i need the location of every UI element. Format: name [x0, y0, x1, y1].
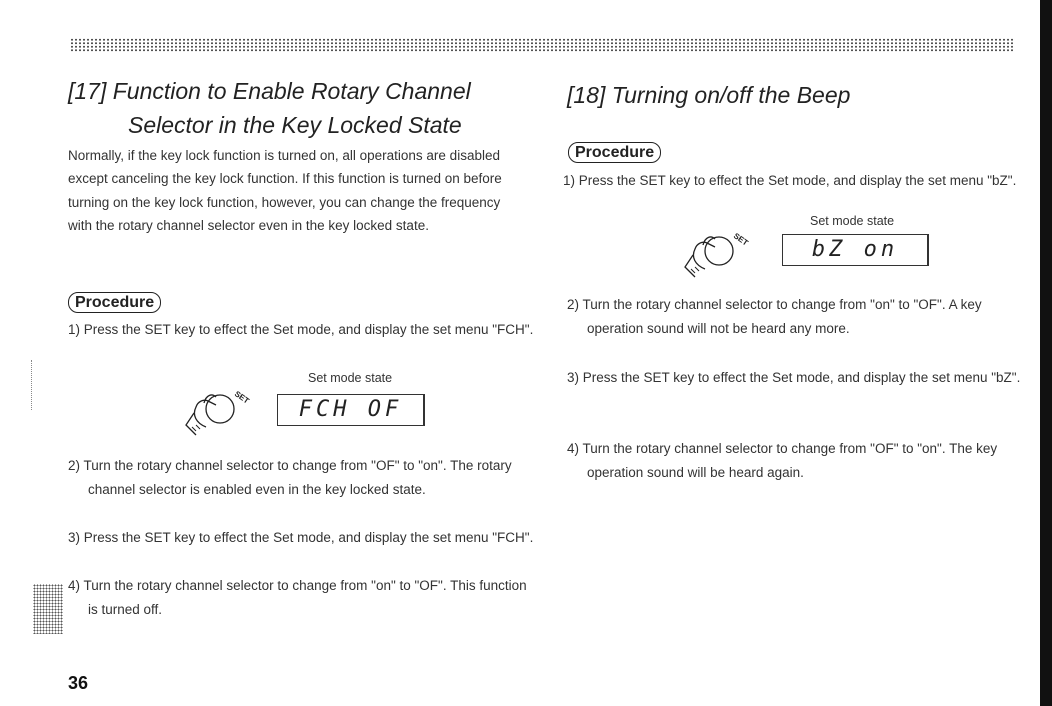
section-17-intro: Normally, if the key lock function is turned on, all operations are disabled except canceling the key lock function. If this function is turned on before turning on the key lock function, however, you can change the frequency with the rotary channel selector even in the key locked state.: [68, 148, 502, 233]
section-17-title-line1: [17] Function to Enable Rotary Channel: [68, 78, 471, 104]
procedure-badge: Procedure: [68, 292, 161, 313]
lcd-display-bz: bZ on: [782, 234, 929, 266]
section-17-title: [68, 74, 471, 142]
section-18-title: [18] Turning on/off the Beep: [567, 82, 851, 108]
top-dotted-rule: [70, 38, 1015, 52]
step-3: 3) Press the SET key to effect the Set mode, and display the set menu "FCH".: [68, 530, 534, 545]
set-mode-state-label: Set mode state: [810, 214, 895, 228]
set-mode-state-label: Set mode state: [308, 371, 393, 385]
margin-mark: [31, 360, 33, 410]
step-1: 1) Press the SET key to effect the Set mode, and display the set menu "FCH".: [68, 322, 534, 337]
section-17-title-line2: Selector in the Key Locked State: [128, 112, 462, 138]
step-3: 3) Press the SET key to effect the Set mode, and display the set menu "bZ".: [567, 370, 1021, 385]
margin-tab-marker: [33, 584, 63, 634]
step-4: 4) Turn the rotary channel selector to change from "OF" to "on". The key operation sound will be heard again.: [567, 441, 998, 480]
page-number: 36: [68, 673, 89, 693]
step-4: 4) Turn the rotary channel selector to change from "on" to "OF". This function is turned off.: [68, 578, 527, 617]
step-1: 1) Press the SET key to effect the Set mode, and display the set menu "bZ".: [563, 173, 1017, 188]
step-2: 2) Turn the rotary channel selector to change from "OF" to "on". The rotary channel selector is enabled even in the key locked state.: [68, 458, 512, 497]
lcd-display-fch: FCH OF: [277, 394, 425, 426]
set-key-label: SET: [731, 231, 750, 248]
page-edge-bar: [1040, 0, 1052, 706]
procedure-badge: Procedure: [568, 142, 661, 163]
set-key-press-icon: [176, 383, 251, 439]
step-2: 2) Turn the rotary channel selector to change from "on" to "OF". A key operation sound will not be heard any more.: [567, 297, 982, 336]
set-key-press-icon: [675, 225, 750, 281]
set-key-label: SET: [232, 389, 251, 406]
